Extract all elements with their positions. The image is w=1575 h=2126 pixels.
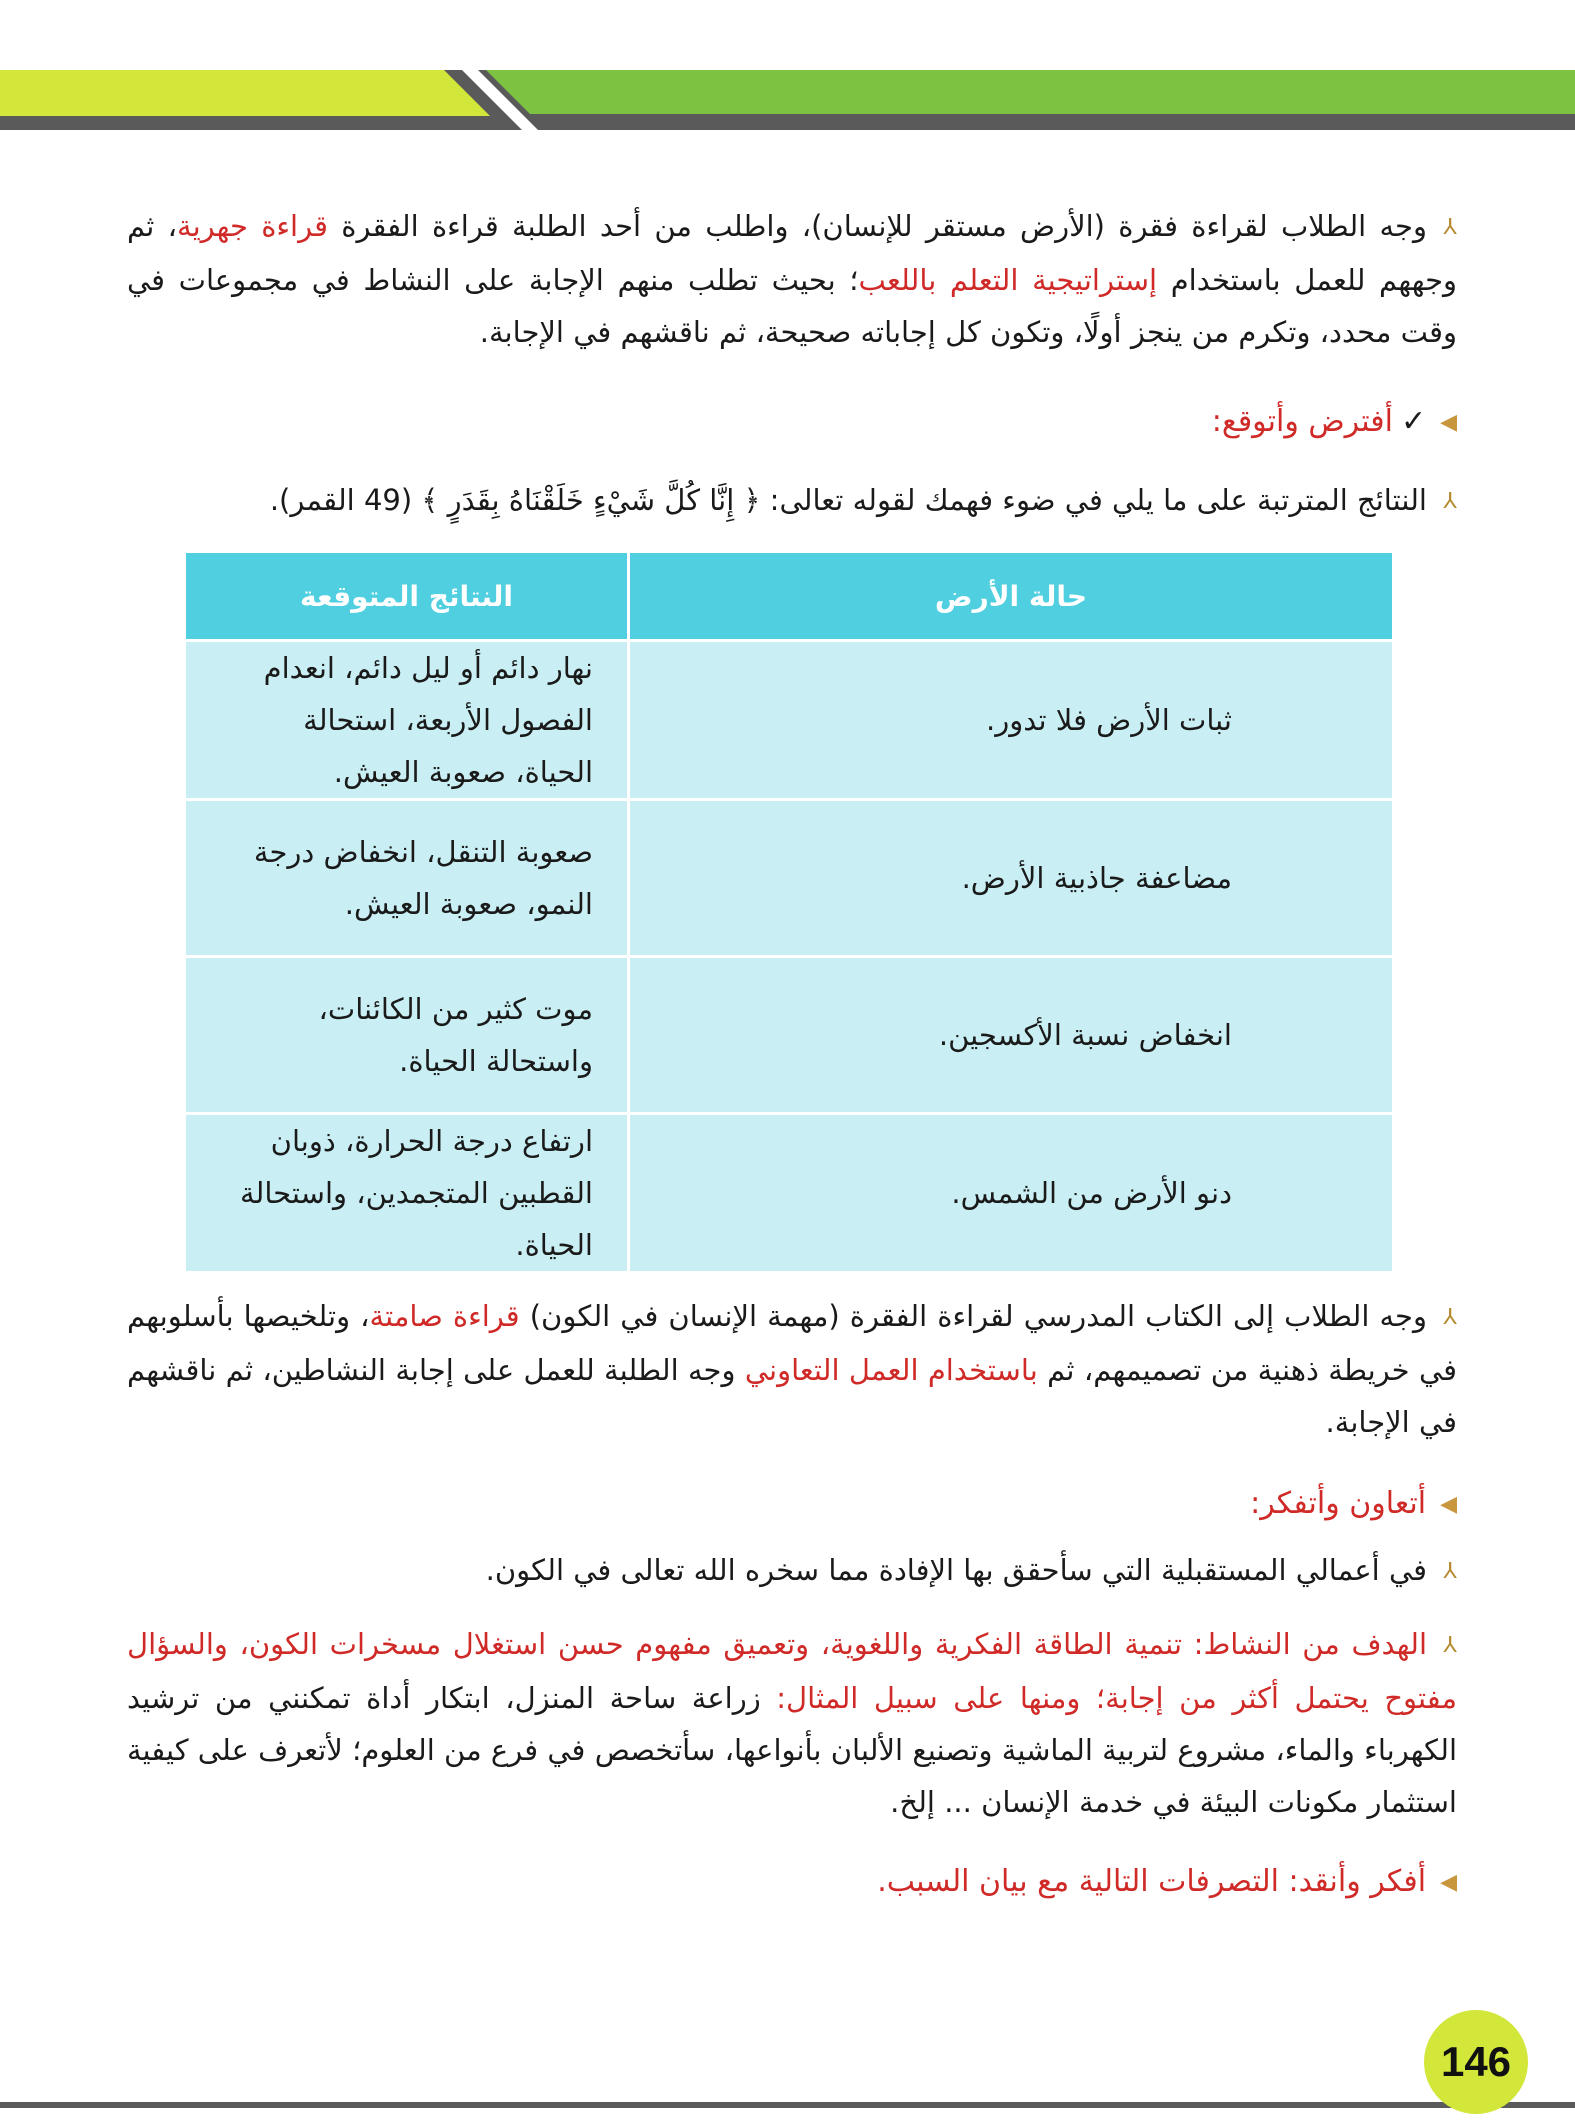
- para2-highlight-2: باستخدام العمل التعاوني: [744, 1353, 1038, 1387]
- para4-highlight: الهدف من النشاط: تنمية الطاقة الفكرية واللغوية، وتعميق مفهوم حسن استغلال مسخرات الكون، والسؤال مفتوح يحتمل أكثر من إجابة؛ ومنها على سبيل المثال:: [127, 1627, 1457, 1715]
- para2-text-1: وجه الطلاب إلى الكتاب المدرسي لقراءة الفقرة (مهمة الإنسان في الكون): [519, 1299, 1427, 1333]
- future-work-paragraph: [127, 1544, 1457, 1598]
- section-title: أفكر وأنقد: التصرفات التالية مع بيان السبب.: [877, 1864, 1427, 1899]
- reading-paragraph: [127, 1290, 1457, 1448]
- header-earth-state: حالة الأرض: [629, 552, 1394, 641]
- intro-text-3: ؛ بحيث تطلب منهم الإجابة على النشاط في مجموعات في وقت محدد، وتكرم من ينجز أولًا، وتكون كل إجاباته صحيحة، ثم ناقشهم في الإجابة.: [127, 263, 1457, 349]
- bullet-icon: ⅄: [1443, 1633, 1457, 1658]
- section-arrow-icon: ◀: [1440, 410, 1457, 435]
- table-row: [185, 957, 1394, 1114]
- table-header-row: [185, 552, 1394, 641]
- section-title: أفترض وأتوقع:: [1211, 404, 1393, 439]
- section-heading-hypothesize: [1212, 396, 1457, 449]
- intro-text-2: ، ثم وجههم للعمل باستخدام: [127, 209, 1457, 297]
- header-expected-results: النتائج المتوقعة: [185, 552, 629, 641]
- bullet-icon: ⅄: [1443, 215, 1457, 240]
- cell-result: موت كثير من الكائنات، واستحالة الحياة.: [185, 957, 629, 1114]
- cell-state: انخفاض نسبة الأكسجين.: [629, 957, 1394, 1114]
- check-icon: ✓: [1400, 404, 1427, 439]
- bullet-icon: ⅄: [1443, 1305, 1457, 1330]
- intro-text-1: وجه الطلاب لقراءة فقرة (الأرض مستقر للإنسان)، واطلب من أحد الطلبة قراءة الفقرة: [327, 209, 1427, 243]
- para2-text-3: وجه الطلبة للعمل على إجابة النشاطين، ثم ناقشهم في الإجابة.: [127, 1353, 1457, 1439]
- section-arrow-icon: ◀: [1440, 1870, 1457, 1895]
- footer-line: [0, 2102, 1575, 2108]
- prompt-text: النتائج المترتبة على ما يلي في ضوء فهمك لقوله تعالى: ﴿ إِنَّا كُلَّ شَيْءٍ خَلَقْنَاهُ بِقَدَرٍ ﴾ (49 القمر).: [269, 483, 1427, 517]
- para3-text: في أعمالي المستقبلية التي سأحقق بها الإفادة مما سخره الله تعالى في الكون.: [485, 1553, 1427, 1587]
- table-row: [185, 641, 1394, 800]
- para4-text: زراعة ساحة المنزل، ابتكار أداة تمكنني من ترشيد الكهرباء والماء، مشروع لتربية الماشية وتصنيع الألبان بأنواعها، سأتخصص في فرع من العلوم؛ لأتعرف على كيفية استثمار مكونات البيئة في خدمة الإنسان ... إلخ.: [127, 1681, 1457, 1819]
- activity-goal-paragraph: [127, 1618, 1457, 1828]
- bullet-icon: ⅄: [1443, 489, 1457, 514]
- cell-result: ارتفاع درجة الحرارة، ذوبان القطبين المتجمدين، واستحالة الحياة.: [185, 1114, 629, 1273]
- section-heading-cooperate: [1250, 1478, 1457, 1531]
- intro-highlight-1: قراءة جهرية: [177, 209, 328, 243]
- cell-state: ثبات الأرض فلا تدور.: [629, 641, 1394, 800]
- results-table: [183, 550, 1395, 1274]
- para2-highlight-1: قراءة صامتة: [369, 1299, 520, 1333]
- page-number: 146: [1424, 2010, 1528, 2114]
- header-band: [0, 0, 1575, 140]
- section-arrow-icon: ◀: [1440, 1492, 1457, 1517]
- intro-paragraph: [127, 200, 1457, 358]
- para2-text-2: ، وتلخيصها بأسلوبهم في خريطة ذهنية من تصميمهم، ثم: [127, 1299, 1457, 1387]
- cell-state: مضاعفة جاذبية الأرض.: [629, 800, 1394, 957]
- cell-result: صعوبة التنقل، انخفاض درجة النمو، صعوبة العيش.: [185, 800, 629, 957]
- cell-state: دنو الأرض من الشمس.: [629, 1114, 1394, 1273]
- table-row: [185, 1114, 1394, 1273]
- section-title: أتعاون وأتفكر:: [1250, 1486, 1427, 1521]
- prompt-paragraph: [127, 474, 1457, 528]
- cell-result: نهار دائم أو ليل دائم، انعدام الفصول الأربعة، استحالة الحياة، صعوبة العيش.: [185, 641, 629, 800]
- section-heading-critique: [877, 1856, 1457, 1909]
- intro-highlight-2: إستراتيجية التعلم باللعب: [858, 263, 1158, 297]
- table-row: [185, 800, 1394, 957]
- bullet-icon: ⅄: [1443, 1559, 1457, 1584]
